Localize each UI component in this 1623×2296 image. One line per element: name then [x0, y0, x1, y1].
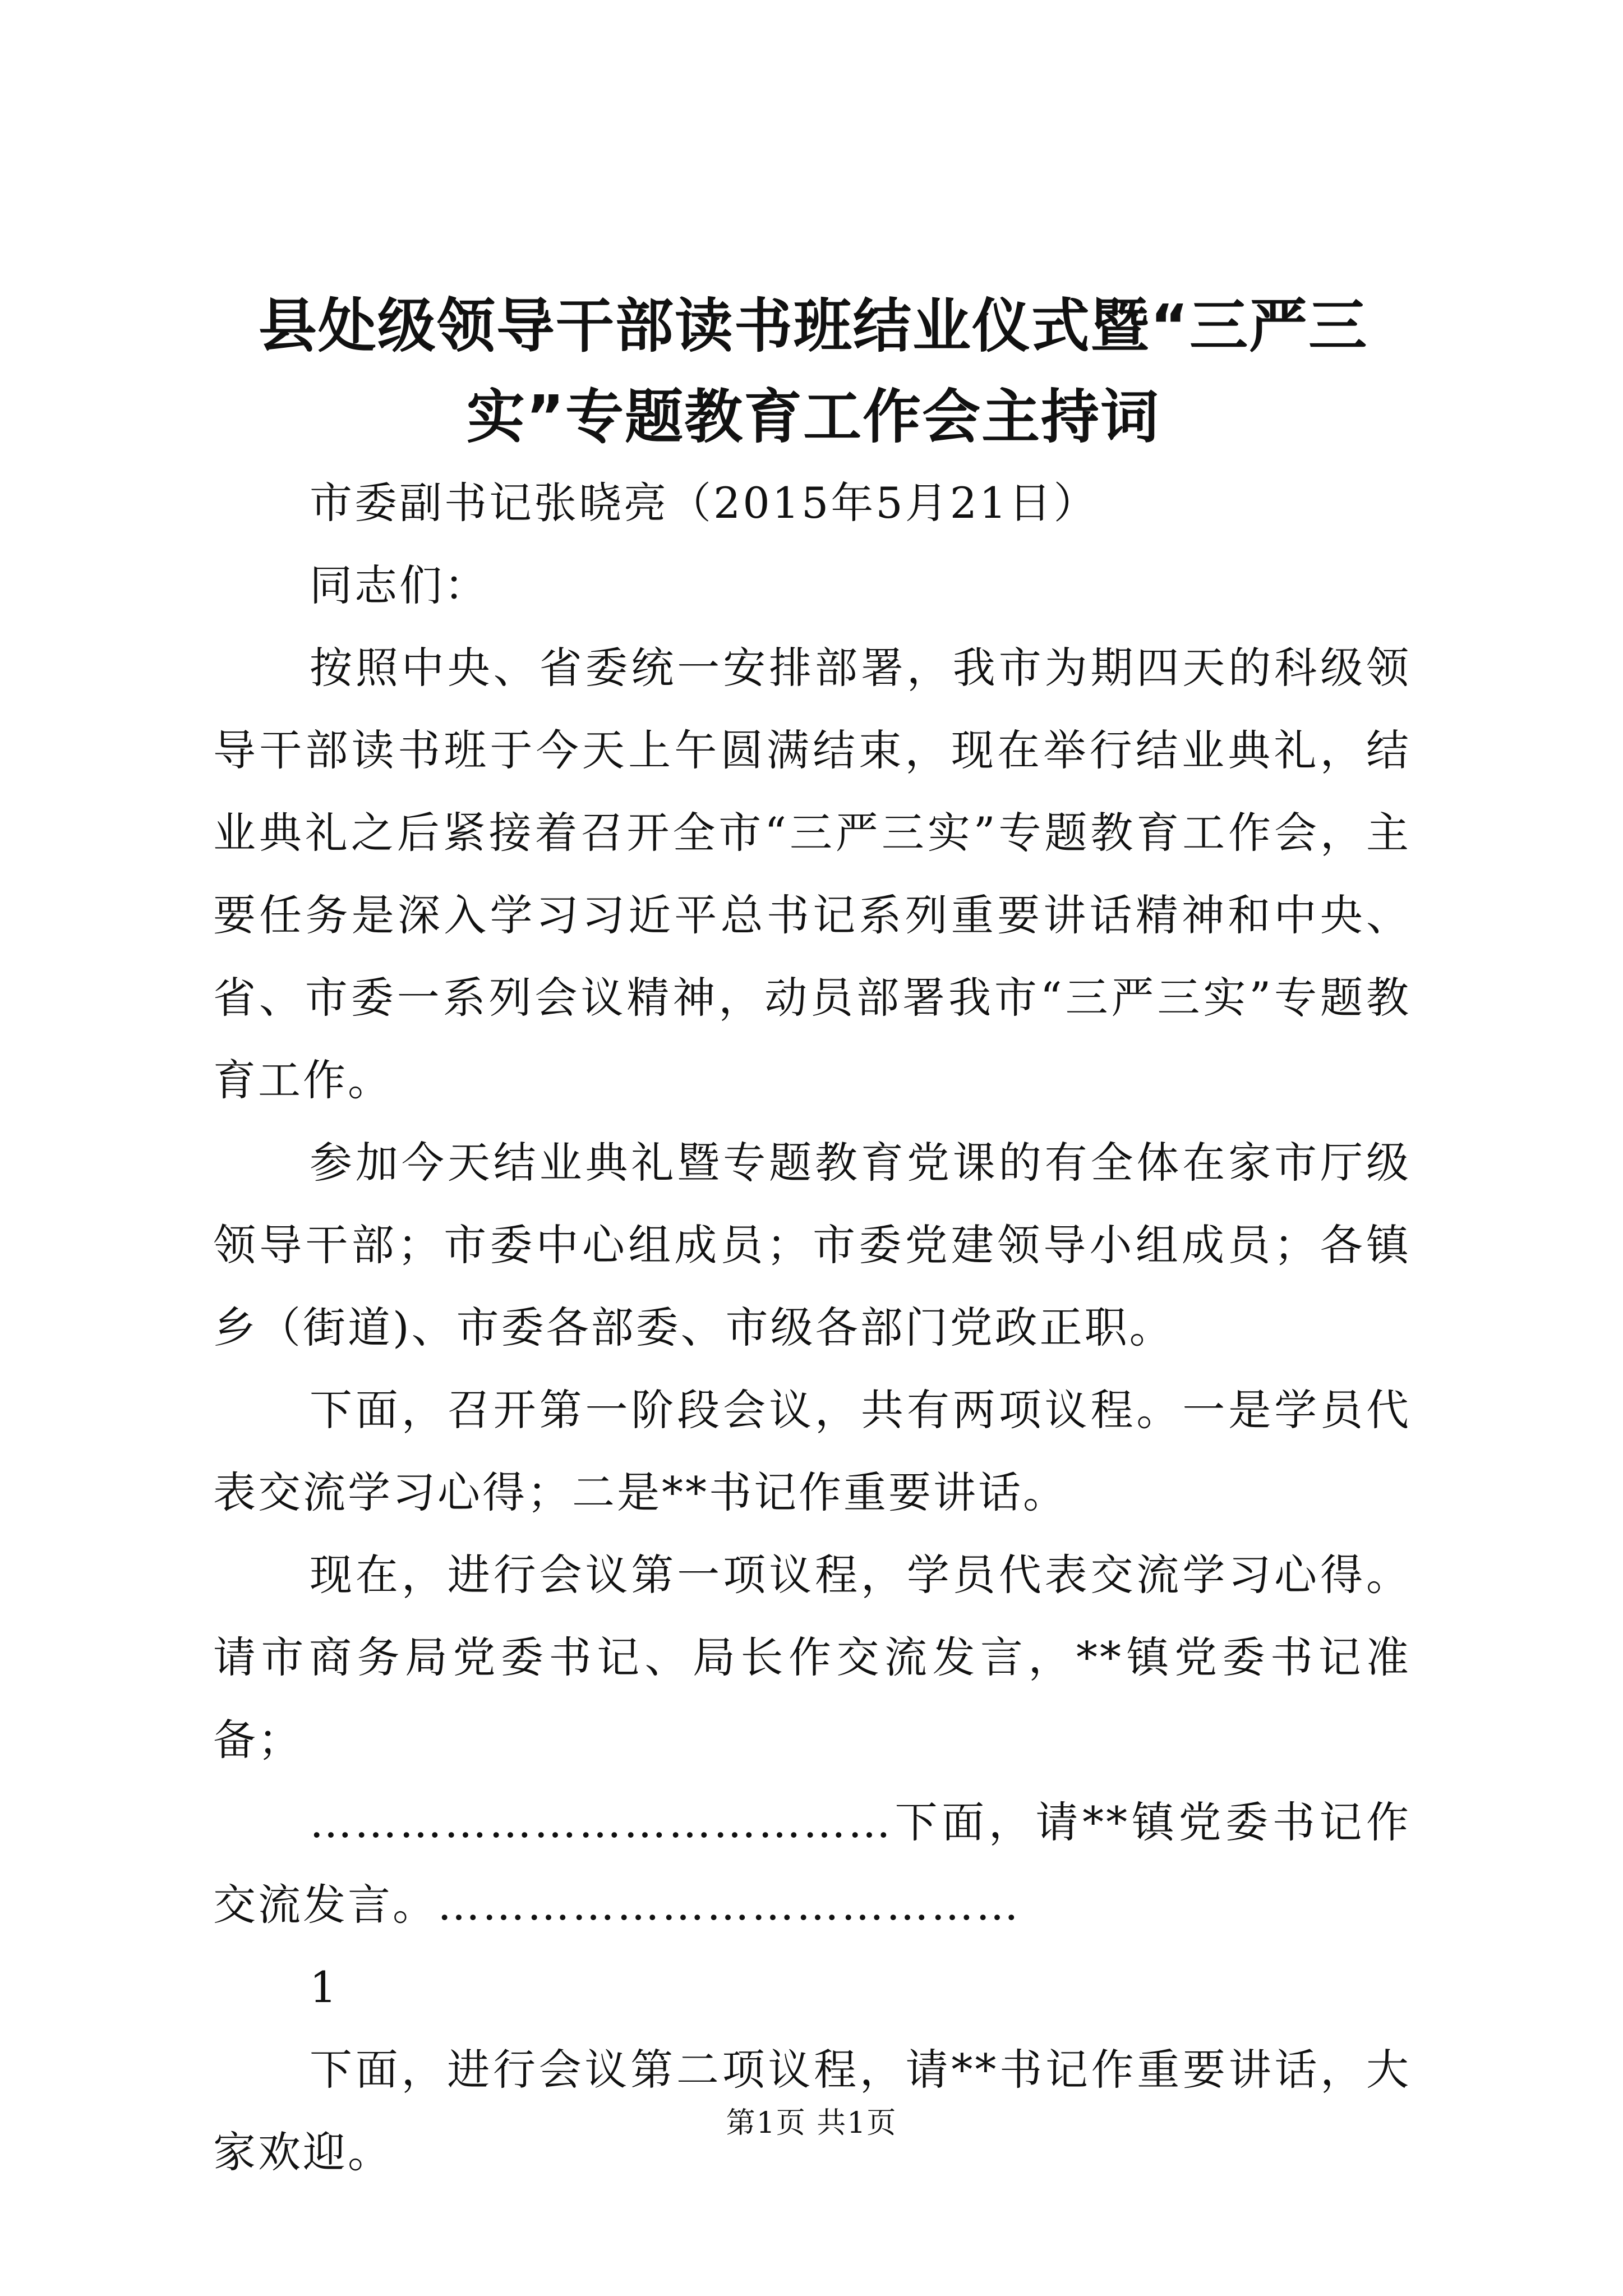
document-title: 县处级领导干部读书班结业仪式暨“三严三实”专题教育工作会主持词 — [258, 292, 1368, 451]
body-paragraph: 参加今天结业典礼暨专题教育党课的有全体在家市厅级领导干部；市委中心组成员；市委党建领导小组成员；各镇乡（街道)、市委各部委、市级各部门党政正职。 — [213, 1138, 1411, 1352]
inline-page-number: 1 — [310, 1962, 339, 2012]
body-paragraph: 下面，召开第一阶段会议，共有两项议程。一是学员代表交流学习心得；二是**书记作重要讲话。 — [213, 1385, 1411, 1517]
page-footer: 第1页 共1页 — [726, 2106, 897, 2140]
body-paragraph: 下面，进行会议第二项议程，请**书记作重要讲话，大家欢迎。 — [213, 2045, 1411, 2177]
salutation: 同志们： — [310, 560, 489, 610]
body-paragraph: 现在，进行会议第一项议程，学员代表交流学习心得。请市商务局党委书记、局长作交流发言，**镇党委书记准备； — [213, 1550, 1411, 1765]
body-paragraph: 按照中央、省委统一安排部署，我市为期四天的科级领导干部读书班于今天上午圆满结束，现在举行结业典礼，结业典礼之后紧接着召开全市“三严三实”专题教育工作会，主要任务是深入学习习近平总书记系列重要讲话精神和中央、省、市委一系列会议精神，动员部署我市“三严三实”专题教育工作。 — [213, 643, 1411, 1105]
document-body — [213, 462, 1411, 2193]
speaker-line: 市委副书记张晓亮（2015年5月21日） — [310, 478, 1099, 528]
body-paragraph: …………………………………下面，请**镇党委书记作交流发言。………………………………… — [213, 1797, 1411, 1930]
